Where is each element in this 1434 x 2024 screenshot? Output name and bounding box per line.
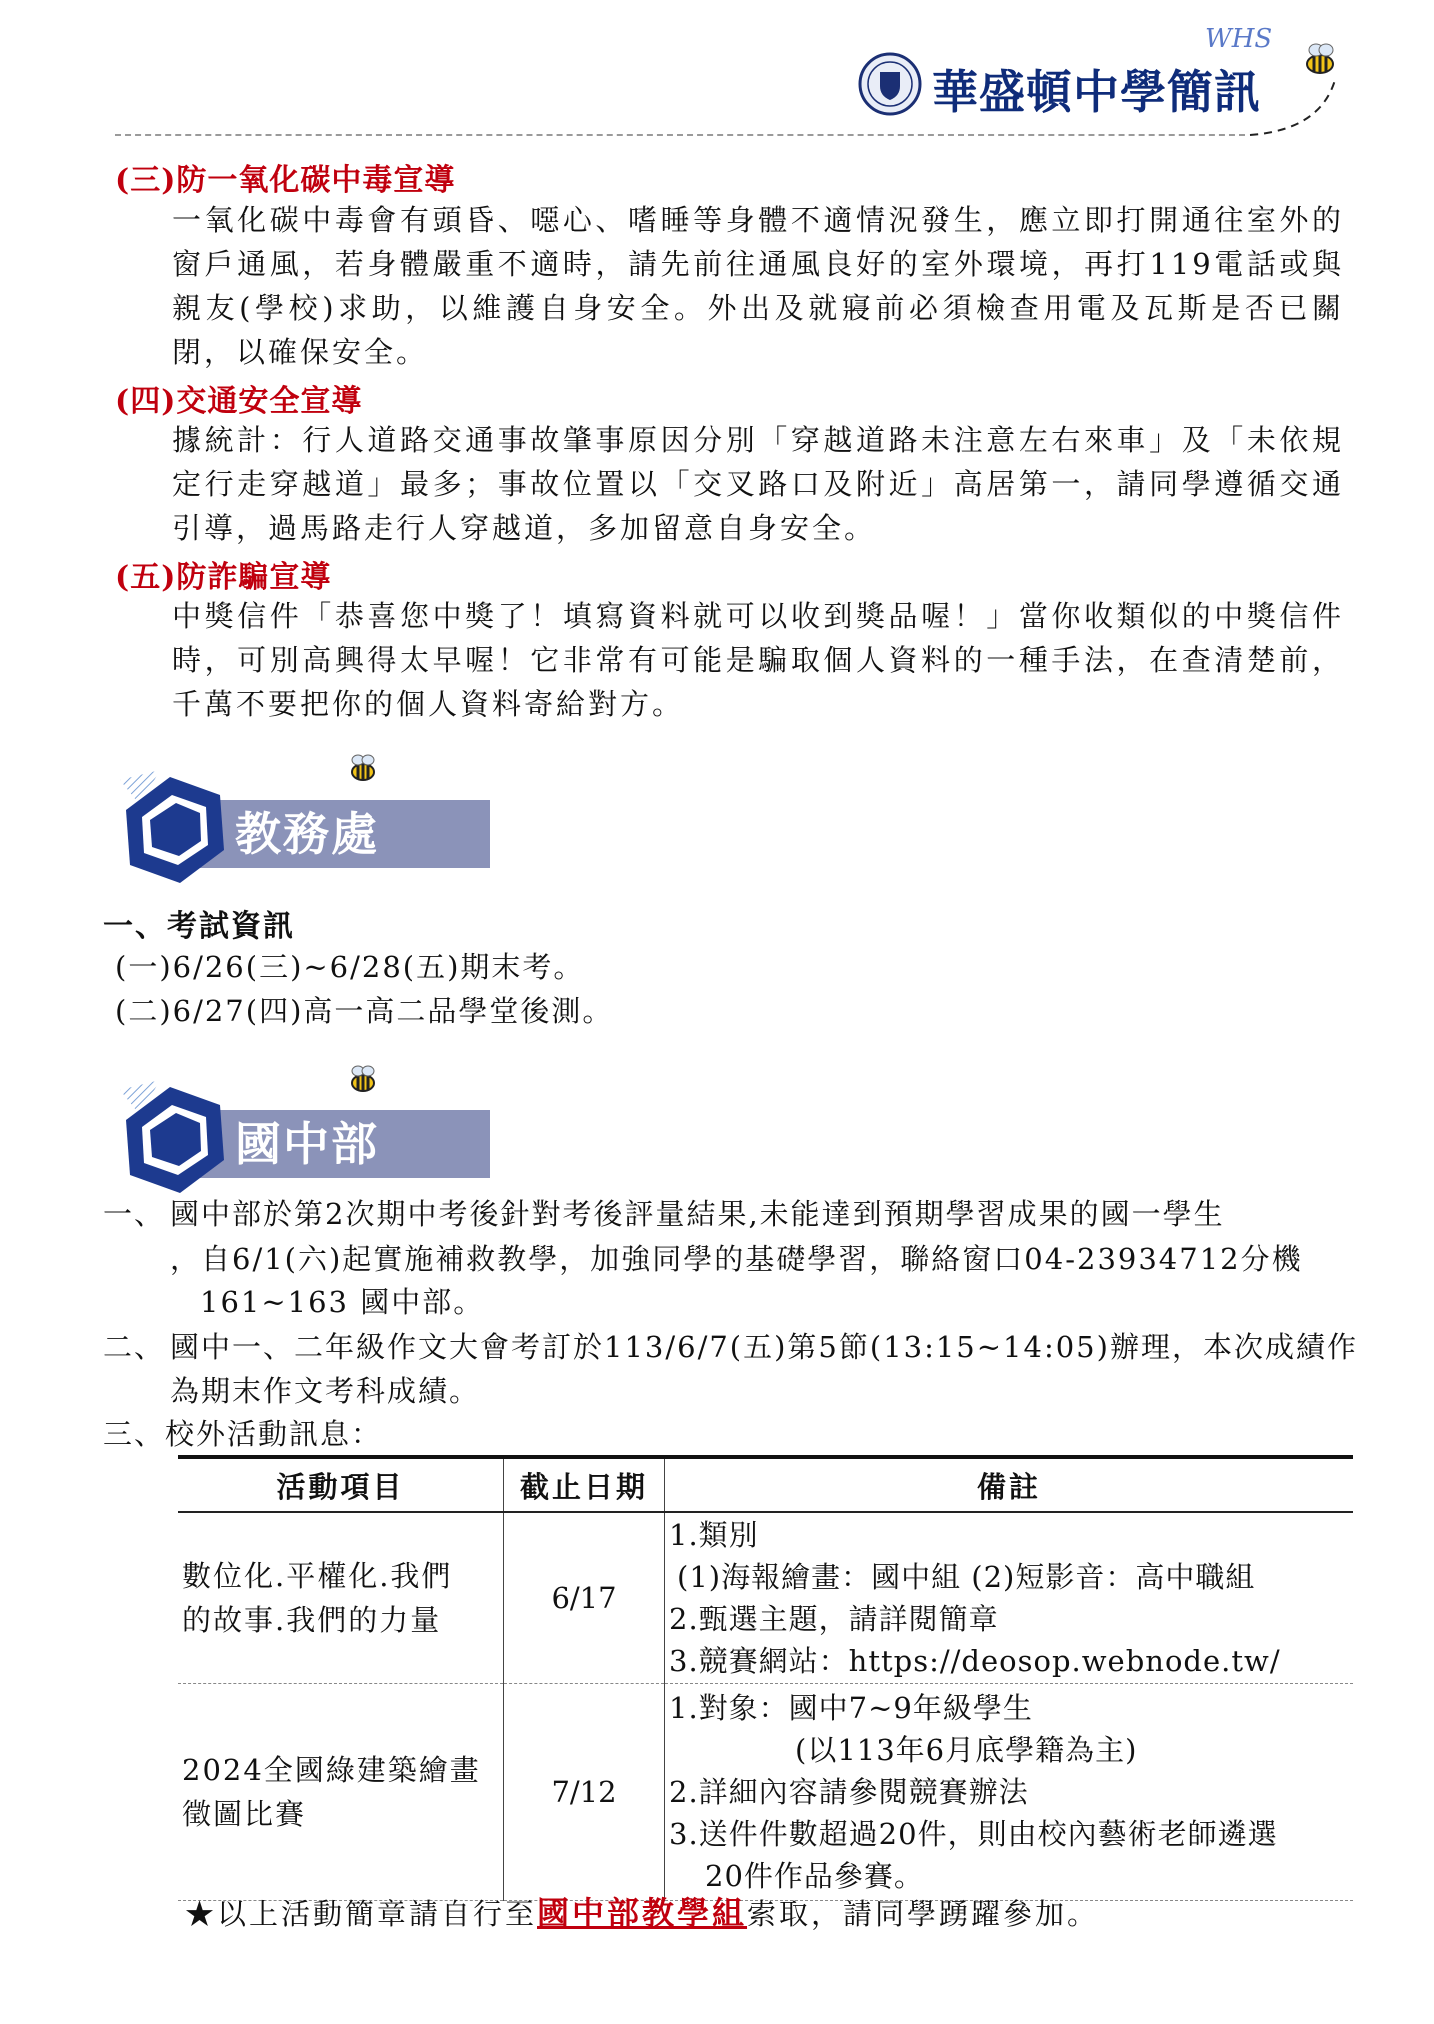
section-title-traffic-safety: (四)交通安全宣導 <box>115 384 363 419</box>
activity-name: 數位化.平權化.我們 <box>182 1559 453 1593</box>
header-divider <box>115 134 1245 136</box>
note-line: 2.詳細內容請參閱競賽辦法 <box>669 1775 1029 1809</box>
note-line: 2.甄選主題，請詳閱簡章 <box>669 1602 999 1636</box>
note-line: 3.送件件數超過20件，則由校內藝術老師遴選 <box>669 1817 1278 1851</box>
deadline-date: 6/17 <box>504 1512 665 1684</box>
footer-highlight: 國中部教學組 <box>537 1894 748 1932</box>
note-line: 3.競賽網站：https://deosop.webnode.tw/ <box>669 1644 1281 1678</box>
activity-name: 徵圖比賽 <box>182 1797 307 1831</box>
section-body-co-poisoning: 一氧化碳中毒會有頭昏、噁心、嗜睡等身體不適情況發生，應立即打開通往室外的窗戶通風，若身體嚴重不適時，請先前往通風良好的室外環境，再打119電話或與親友(學校)求助，以維護自身安全。外出及就寢前必須檢查用電及瓦斯是否已關閉，以確保安全。 <box>172 203 1344 369</box>
section-title-anti-fraud: (五)防詐騙宣導 <box>115 560 332 595</box>
note-line: (1)海報繪畫：國中組 (2)短影音：高中職組 <box>677 1560 1256 1594</box>
remedial-teaching-line: ，自6/1(六)起實施補救教學，加強同學的基礎學習，聯絡窗口04-23934712分機 <box>170 1242 1303 1276</box>
exam-item: (一)6/26(三)~6/28(五)期末考。 <box>115 950 585 984</box>
hexagon-icon <box>100 765 240 895</box>
item-marker: 二、 <box>103 1330 166 1364</box>
deadline-date: 7/12 <box>504 1684 665 1901</box>
footer-text: ★以上活動簡章請自行至 <box>185 1897 538 1931</box>
section-title-co-poisoning: (三)防一氧化碳中毒宣導 <box>115 163 456 198</box>
bee-icon <box>345 1063 381 1097</box>
activity-name: 的故事.我們的力量 <box>182 1603 442 1637</box>
activities-footer-note <box>185 1888 1099 1934</box>
banner-label: 教務處 <box>235 807 379 861</box>
decorative-swoosh <box>1240 60 1360 140</box>
activity-name: 2024全國綠建築繪畫 <box>182 1753 481 1787</box>
essay-exam-line: 國中一、二年級作文大會考訂於113/6/7(五)第5節(13:15~14:05)辦理，本次成績作 <box>170 1330 1358 1364</box>
newsletter-title-logo: 華盛頓中學簡訊 <box>932 65 1261 119</box>
hexagon-icon <box>100 1075 240 1205</box>
section-body-anti-fraud: 中獎信件「恭喜您中獎了！填寫資料就可以收到獎品喔！」當你收類似的中獎信件時，可別高興得太早喔！它非常有可能是騙取個人資料的一種手法，在查清楚前，千萬不要把你的個人資料寄給對方。 <box>172 599 1344 721</box>
note-line: 20件作品參賽。 <box>705 1859 924 1893</box>
exam-item: (二)6/27(四)高一高二品學堂後測。 <box>115 994 614 1028</box>
banner-label: 國中部 <box>235 1117 379 1171</box>
note-line: 1.對象：國中7~9年級學生 <box>669 1691 1033 1725</box>
footer-text: 索取，請同學踴躍參加。 <box>747 1897 1100 1931</box>
item-marker: 一、 <box>103 1197 166 1231</box>
school-emblem <box>858 48 922 120</box>
exam-info-heading: 一、考試資訊 <box>103 909 295 944</box>
remedial-teaching-line: 161~163 國中部。 <box>200 1285 485 1319</box>
column-header: 活動項目 <box>178 1457 504 1512</box>
essay-exam-line: 為期末作文考科成績。 <box>170 1374 481 1408</box>
table-row <box>178 1684 1353 1901</box>
whs-mark: WHS <box>1205 24 1273 54</box>
activities-table <box>178 1455 1353 1901</box>
note-line: (以113年6月底學籍為主) <box>795 1733 1138 1767</box>
remedial-teaching-line: 國中部於第2次期中考後針對考後評量結果,未能達到預期學習成果的國一學生 <box>170 1197 1225 1231</box>
table-row <box>178 1512 1353 1684</box>
bee-icon <box>345 752 381 786</box>
note-line: 1.類別 <box>669 1518 759 1552</box>
column-header: 備註 <box>665 1457 1354 1512</box>
activities-heading: 三、校外活動訊息： <box>103 1417 383 1451</box>
column-header: 截止日期 <box>504 1457 665 1512</box>
section-body-traffic-safety: 據統計：行人道路交通事故肇事原因分別「穿越道路未注意左右來車」及「未依規定行走穿越道」最多；事故位置以「交叉路口及附近」高居第一，請同學遵循交通引導，過馬路走行人穿越道，多加留意自身安全。 <box>172 423 1344 545</box>
